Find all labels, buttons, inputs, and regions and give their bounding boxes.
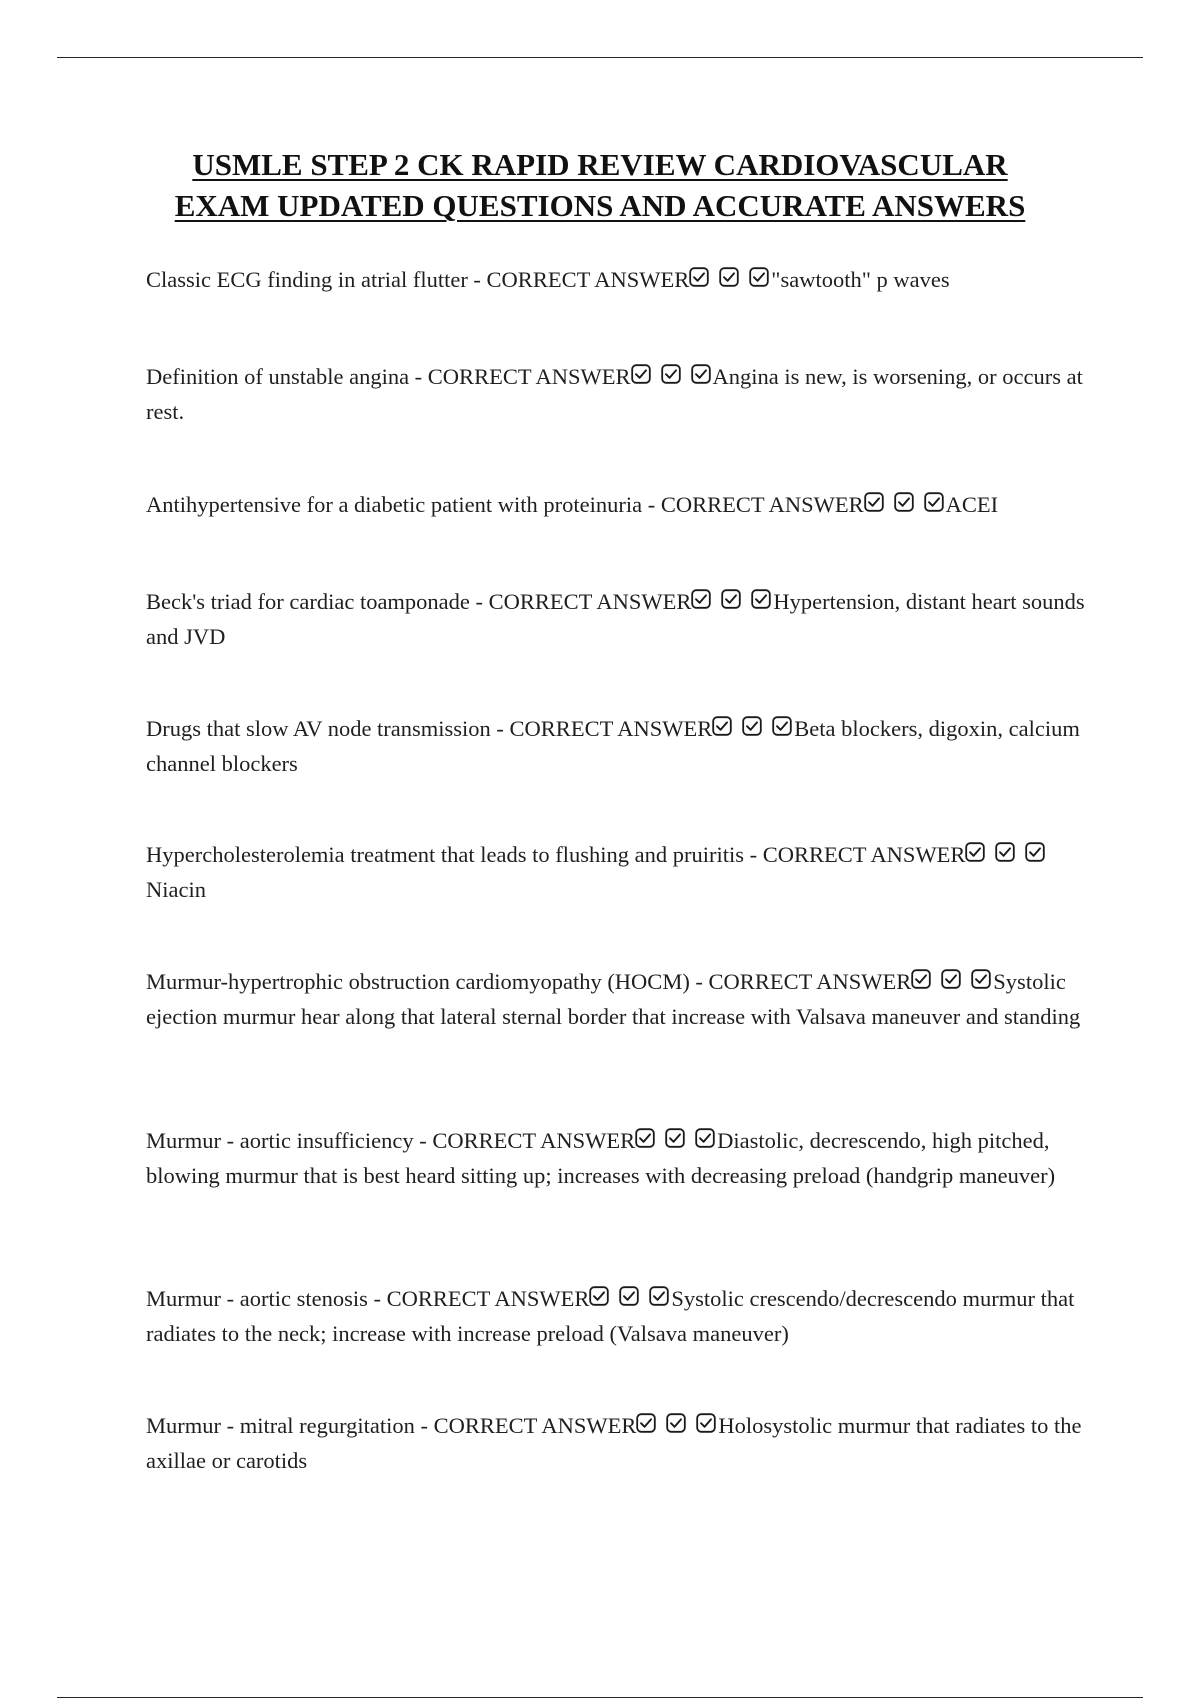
check-box-icon [965, 842, 985, 862]
check-group [712, 716, 794, 748]
qa-entry [146, 713, 1091, 780]
answer-text: Angina is new, is worsening, or occurs at rest. [146, 363, 1083, 424]
check-group [691, 589, 773, 621]
check-box-icon [749, 267, 769, 287]
check-box-icon [941, 969, 961, 989]
check-box-icon [691, 364, 711, 384]
answer-text: Systolic crescendo/decrescendo murmur that radiates to the neck; increase with increase preload (Valsava maneuver) [146, 1285, 1075, 1346]
check-group [864, 492, 946, 524]
check-box-icon [742, 716, 762, 736]
qa-entry [146, 1125, 1091, 1192]
answer-text: ACEI [945, 491, 999, 517]
check-box-icon [995, 842, 1015, 862]
check-box-icon [619, 1286, 639, 1306]
check-box-icon [635, 1128, 655, 1148]
check-group [589, 1286, 671, 1318]
check-box-icon [649, 1286, 669, 1306]
document-title [100, 144, 1100, 226]
check-box-icon [695, 1128, 715, 1148]
check-box-icon [864, 492, 884, 512]
check-group [636, 1413, 718, 1445]
check-box-icon [666, 1413, 686, 1433]
check-box-icon [696, 1413, 716, 1433]
check-group [689, 267, 771, 299]
qa-entry [146, 361, 1091, 428]
check-box-icon [894, 492, 914, 512]
question-text: Drugs that slow AV node transmission - CORRECT ANSWER [146, 715, 713, 741]
check-box-icon [924, 492, 944, 512]
check-group [911, 969, 993, 1001]
qa-entry [146, 839, 1091, 906]
qa-entry [146, 586, 1091, 653]
question-text: Murmur - aortic stenosis - CORRECT ANSWER [146, 1285, 590, 1311]
top-rule [57, 57, 1143, 58]
question-text: Definition of unstable angina - CORRECT ANSWER [146, 363, 631, 389]
check-group [635, 1128, 717, 1160]
qa-entry [146, 264, 1091, 299]
qa-entry [146, 1283, 1091, 1350]
question-text: Classic ECG finding in atrial flutter - CORRECT ANSWER [146, 266, 690, 292]
qa-entry [146, 1410, 1091, 1477]
check-box-icon [712, 716, 732, 736]
question-text: Hypercholesterolemia treatment that leads to flushing and pruiritis - CORRECT ANSWER [146, 841, 966, 867]
check-box-icon [665, 1128, 685, 1148]
question-text: Antihypertensive for a diabetic patient with proteinuria - CORRECT ANSWER [146, 491, 864, 517]
check-group [631, 364, 713, 396]
answer-text: Diastolic, decrescendo, high pitched, blowing murmur that is best heard sitting up; increases with decreasing preload (handgrip maneuver) [146, 1127, 1056, 1188]
check-box-icon [1025, 842, 1045, 862]
answer-text: Holosystolic murmur that radiates to the axillae or carotids [146, 1412, 1082, 1473]
bottom-rule [57, 1697, 1143, 1698]
check-box-icon [661, 364, 681, 384]
question-text: Murmur-hypertrophic obstruction cardiomyopathy (HOCM) - CORRECT ANSWER [146, 968, 912, 994]
question-text: Murmur - aortic insufficiency - CORRECT ANSWER [146, 1127, 636, 1153]
check-box-icon [971, 969, 991, 989]
check-box-icon [751, 589, 771, 609]
check-box-icon [691, 589, 711, 609]
question-text: Beck's triad for cardiac toamponade - CORRECT ANSWER [146, 588, 692, 614]
check-box-icon [589, 1286, 609, 1306]
check-box-icon [719, 267, 739, 287]
check-box-icon [911, 969, 931, 989]
title-line-2: EXAM UPDATED QUESTIONS AND ACCURATE ANSWERS [174, 188, 1026, 223]
answer-text: Hypertension, distant heart sounds and JVD [146, 588, 1085, 649]
answer-text: Beta blockers, digoxin, calcium channel blockers [146, 715, 1080, 776]
check-box-icon [689, 267, 709, 287]
check-box-icon [721, 589, 741, 609]
check-box-icon [636, 1413, 656, 1433]
answer-text: "sawtooth" p waves [771, 266, 950, 292]
check-group [965, 842, 1047, 874]
answer-text: Systolic ejection murmur hear along that lateral sternal border that increase with Valsava maneuver and standing [146, 968, 1081, 1029]
qa-entry [146, 489, 1091, 524]
check-box-icon [631, 364, 651, 384]
title-line-1: USMLE STEP 2 CK RAPID REVIEW CARDIOVASCULAR [192, 147, 1008, 182]
qa-entry [146, 966, 1091, 1033]
question-text: Murmur - mitral regurgitation - CORRECT ANSWER [146, 1412, 637, 1438]
check-box-icon [772, 716, 792, 736]
answer-text: Niacin [146, 876, 206, 902]
